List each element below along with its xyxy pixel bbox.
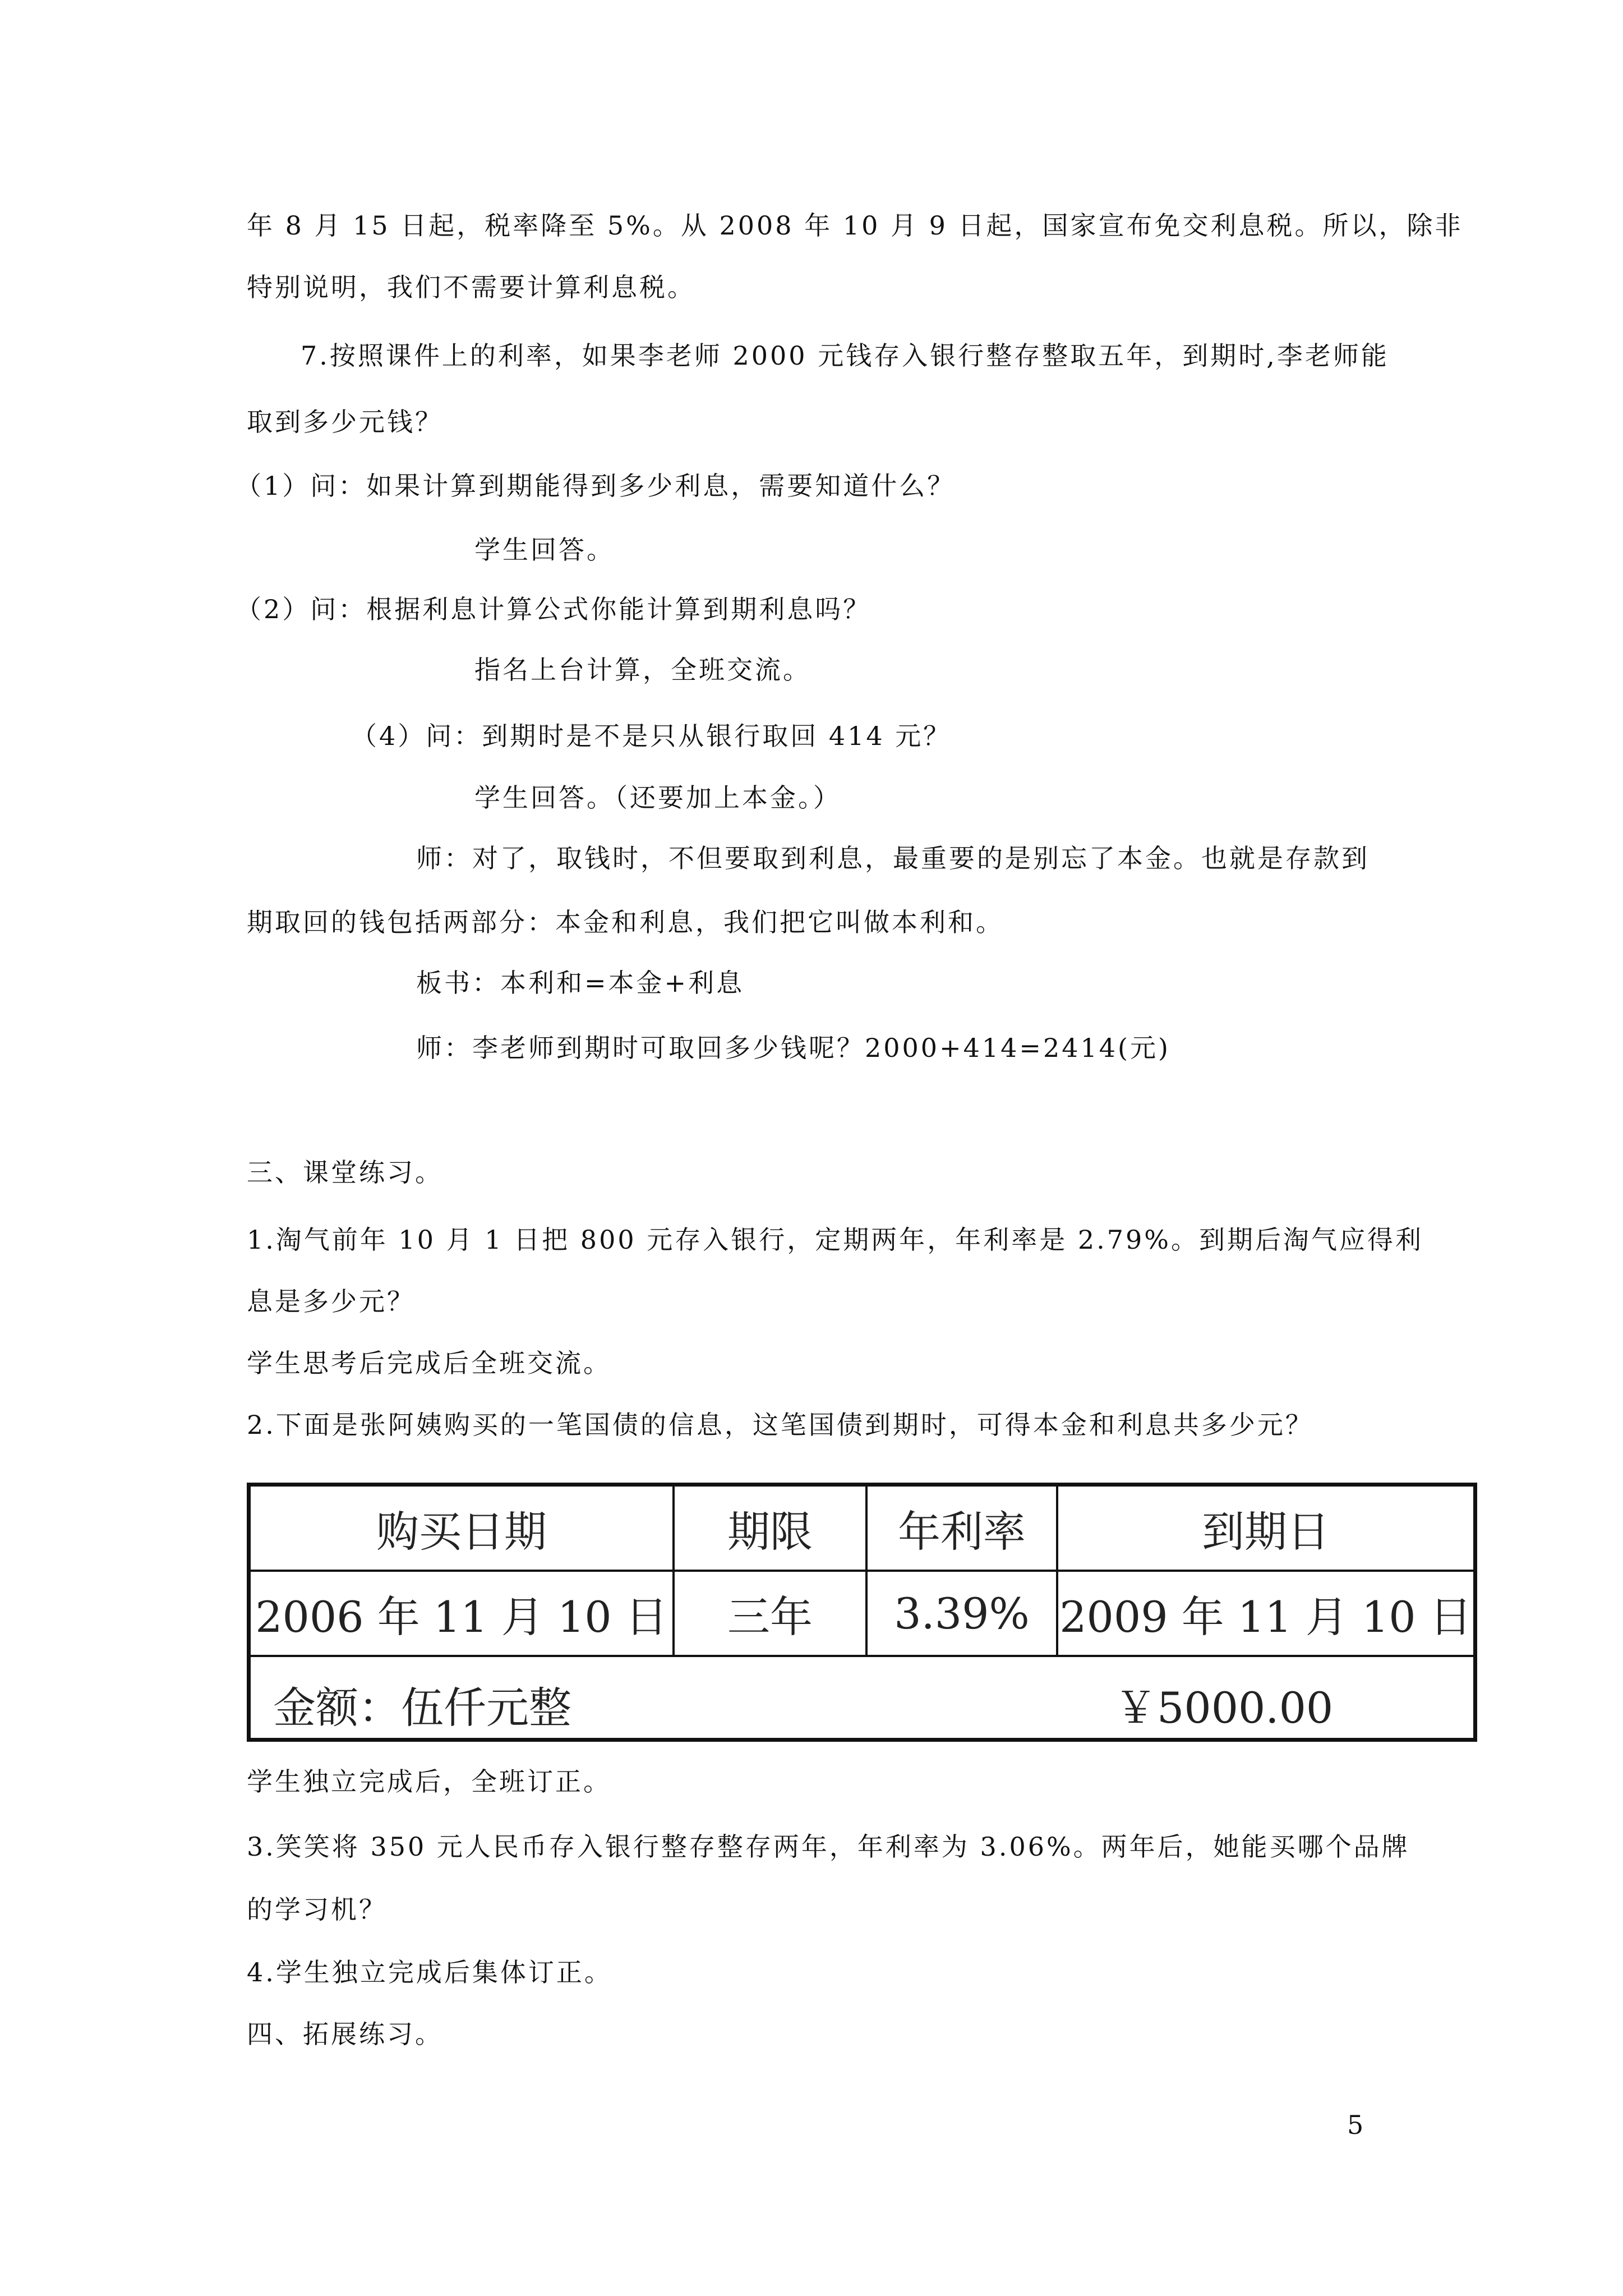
paragraph-line: 息是多少元？ [247,1286,415,1317]
sub-question-4: （4）问：到期时是不是只从银行取回 414 元？ [351,721,952,751]
paragraph-line: 取到多少元钱？ [247,407,443,437]
board-note: 板书：本利和=本金+利息 [416,968,745,998]
question-7-line: 7.按照课件上的利率，如果李老师 2000 元钱存入银行整存整取五年，到期时,李老师能 [301,341,1389,371]
sub-question-2: （2）问：根据利息计算公式你能计算到期利息吗？ [236,594,872,624]
student-answer: 指名上台计算，全班交流。 [474,655,811,685]
cell-purchase-date: 2006 年 11 月 10 日 [249,1571,674,1656]
section-heading: 三、课堂练习。 [247,1157,443,1188]
sub-question-1: （1）问：如果计算到期能得到多少利息，需要知道什么？ [236,471,956,501]
paragraph-line: 学生独立完成后，全班订正。 [247,1766,611,1797]
student-answer: 学生回答。 [474,535,615,565]
student-answer: 学生回答。（还要加上本金。） [474,783,841,813]
header-purchase-date: 购买日期 [249,1485,674,1571]
amount-row [249,1656,1476,1740]
teacher-remark: 师：对了，取钱时，不但要取到利息，最重要的是别忘了本金。也就是存款到 [416,843,1370,873]
paragraph-line: 学生思考后完成后全班交流。 [247,1348,611,1378]
exercise-1: 1.淘气前年 10 月 1 日把 800 元存入银行，定期两年，年利率是 2.79%。到期后淘气应得利 [247,1225,1423,1255]
cell-term: 三年 [674,1571,866,1656]
teacher-remark: 师：李老师到期时可取回多少钱呢？2000+414=2414(元) [416,1033,1170,1063]
header-term: 期限 [674,1485,866,1571]
amount-label: 金额：伍仟元整 [273,1683,571,1733]
header-annual-rate: 年利率 [866,1485,1057,1571]
cell-maturity-date: 2009 年 11 月 10 日 [1057,1571,1476,1656]
paragraph-line: 年 8 月 15 日起，税率降至 5%。从 2008 年 10 月 9 日起，国家宣布免交利息税。所以，除非 [247,210,1463,241]
paragraph-line: 特别说明，我们不需要计算利息税。 [247,272,695,302]
exercise-2: 2.下面是张阿姨购买的一笔国债的信息，这笔国债到期时，可得本金和利息共多少元？ [247,1410,1313,1440]
section-heading: 四、拓展练习。 [247,2019,443,2049]
bond-info-table [247,1483,1477,1742]
exercise-3: 3.笑笑将 350 元人民币存入银行整存整存两年，年利率为 3.06%。两年后，她能买哪个品牌 [247,1832,1410,1862]
cell-annual-rate: 3.39% [866,1571,1057,1656]
page-number: 5 [1347,2110,1364,2140]
amount-value: ￥5000.00 [1114,1683,1334,1733]
header-maturity-date: 到期日 [1057,1485,1476,1571]
exercise-4: 4.学生独立完成后集体订正。 [247,1957,612,1987]
paragraph-line: 期取回的钱包括两部分：本金和利息，我们把它叫做本利和。 [247,907,1004,937]
paragraph-line: 的学习机？ [247,1894,387,1925]
